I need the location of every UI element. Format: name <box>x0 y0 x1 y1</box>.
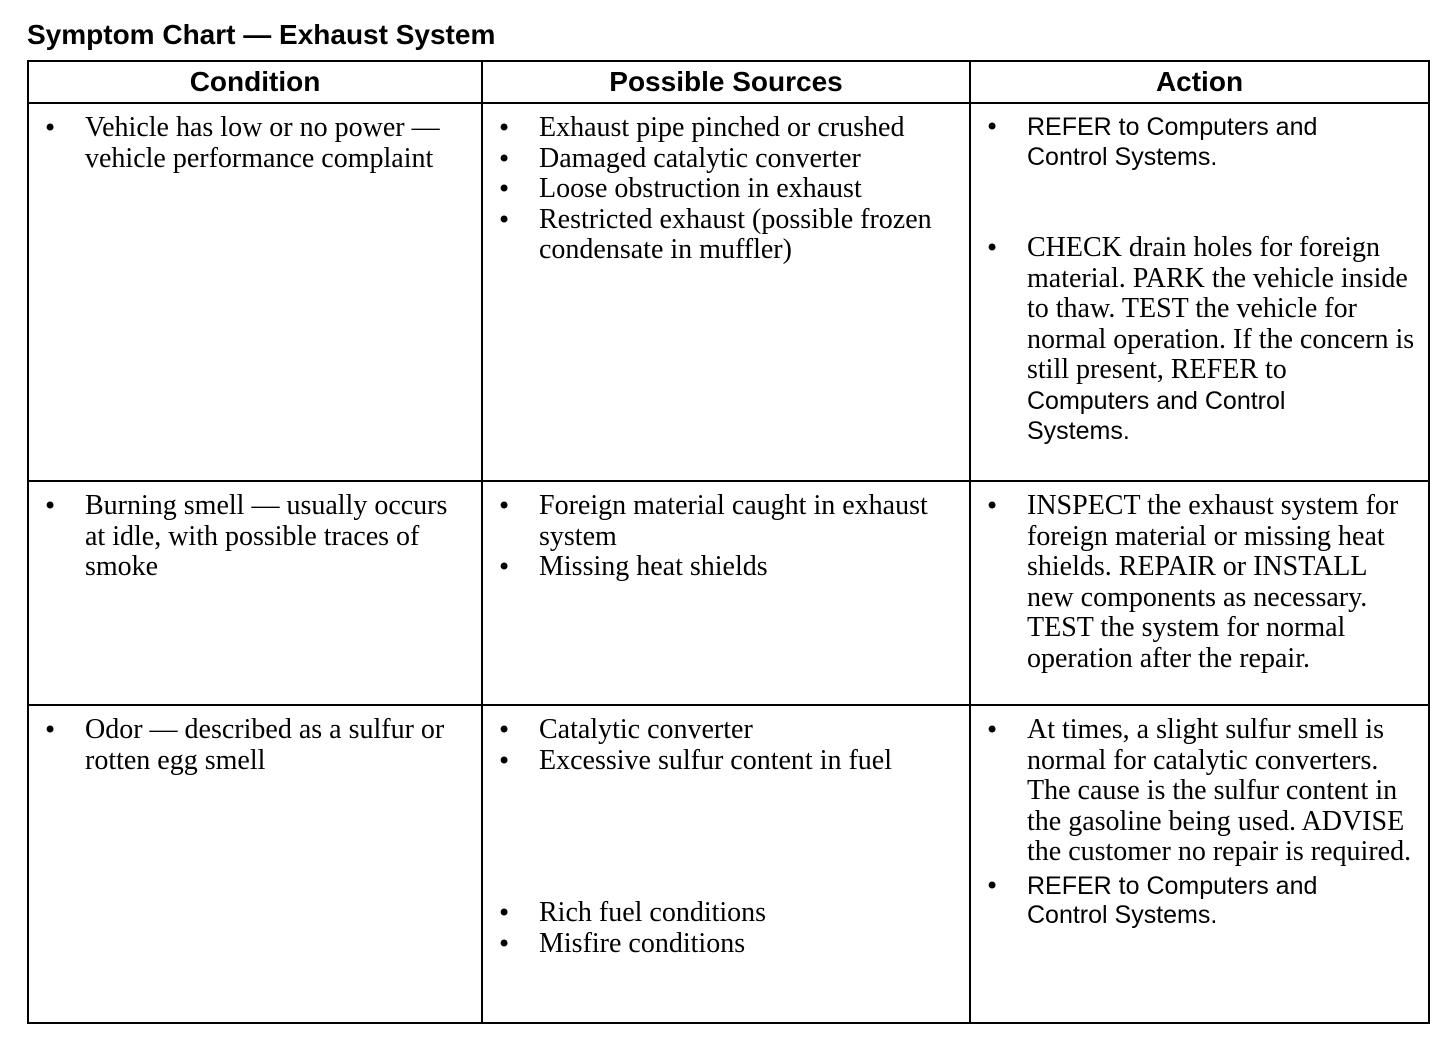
condition-item: • Vehicle has low or no power — vehicle performance complaint <box>85 113 473 174</box>
action-cell <box>970 705 1429 1023</box>
header-row <box>28 61 1429 103</box>
source-item: • Damaged catalytic converter <box>539 144 961 175</box>
source-item: • Exhaust pipe pinched or crushed <box>539 113 961 144</box>
action-item: • REFER to Computers and Control Systems. <box>1027 872 1362 931</box>
action-cell <box>970 103 1429 481</box>
action-text: REFER to <box>1170 354 1287 385</box>
source-item: • Loose obstruction in exhaust <box>539 174 961 205</box>
symptom-table <box>27 60 1430 1024</box>
header-action: Action <box>970 61 1429 103</box>
source-item: • Misfire conditions <box>539 929 961 960</box>
action-item: • INSPECT the exhaust system for foreign material or missing heat shields. REPAIR or INSTALL new components as necessary. TEST the system for normal operation after the repair. <box>1027 491 1420 674</box>
source-item: • Missing heat shields <box>539 552 961 583</box>
action-item: • At times, a slight sulfur smell is normal for catalytic converters. The cause is the sulfur content in the gasoline being used. ADVISE the customer no repair is required. <box>1027 715 1420 868</box>
action-item: • REFER to Computers and Control Systems. <box>1027 113 1362 172</box>
action-item <box>1027 233 1420 446</box>
source-item: • Foreign material caught in exhaust system <box>539 491 961 552</box>
page-title: Symptom Chart — Exhaust System <box>27 19 496 50</box>
source-item: • Catalytic converter <box>539 715 961 746</box>
action-text: Computers and Control Systems. <box>1027 386 1286 445</box>
condition-cell <box>28 705 482 1023</box>
action-cell <box>970 481 1429 705</box>
source-item: • Restricted exhaust (possible frozen condensate in muffler) <box>539 205 961 266</box>
condition-item: • Odor — described as a sulfur or rotten egg smell <box>85 715 473 776</box>
sources-cell <box>482 103 970 481</box>
condition-cell <box>28 103 482 481</box>
table-row <box>28 481 1429 705</box>
table-row <box>28 103 1429 481</box>
source-item: • Rich fuel conditions <box>539 898 961 929</box>
sources-cell <box>482 705 970 1023</box>
source-item: • Excessive sulfur content in fuel <box>539 746 961 777</box>
table-row <box>28 705 1429 1023</box>
condition-cell <box>28 481 482 705</box>
sources-cell <box>482 481 970 705</box>
action-text: CHECK drain holes for foreign material. PARK the vehicle inside to thaw. TEST the vehicle for normal operation. If the concern is still present, <box>1027 232 1415 385</box>
header-possible-sources: Possible Sources <box>482 61 970 103</box>
header-condition: Condition <box>28 61 482 103</box>
condition-item: • Burning smell — usually occurs at idle, with possible traces of smoke <box>85 491 473 583</box>
